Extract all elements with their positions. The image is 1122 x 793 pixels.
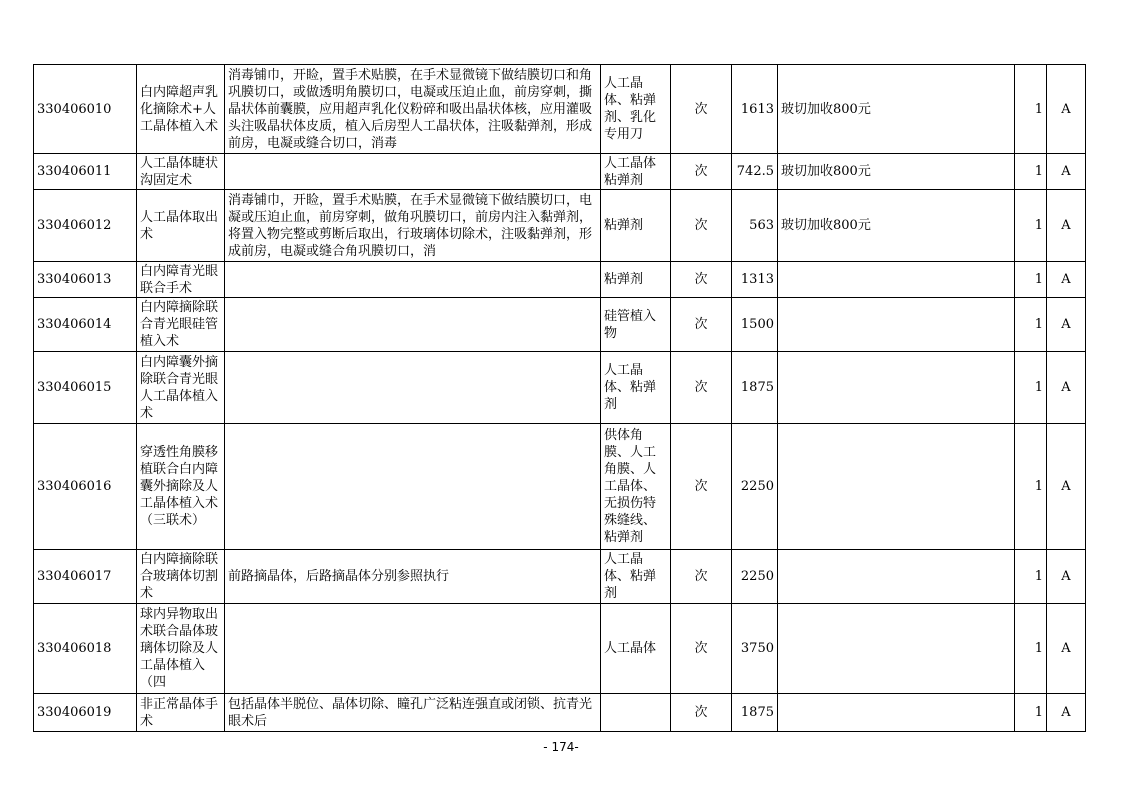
- item-unit-text: 次: [694, 380, 708, 395]
- item-note-text: 玻切加收800元: [781, 164, 871, 179]
- item-content: [225, 190, 601, 262]
- item-code-text: 330406018: [37, 641, 112, 656]
- item-unit: [671, 154, 732, 190]
- item-content: [225, 65, 601, 154]
- item-content-text: 消毒铺巾，开睑，置手术贴膜，在手术显微镜下做结膜切口，电凝或压迫止血，前房穿刺，做角巩膜切口，前房内注入黏弹剂，将置入物完整或剪断后取出，行玻璃体切除术，注吸黏弹剂，形成前房，电凝或缝合角巩膜切口，消: [228, 192, 593, 259]
- item-name: [137, 262, 225, 298]
- item-price: [732, 298, 778, 352]
- item-content-text: 前路摘晶体，后路摘晶体分别参照执行: [228, 569, 450, 584]
- fee-table: [33, 64, 1086, 732]
- item-code: [34, 550, 137, 604]
- item-unit: [671, 352, 732, 424]
- item-class: [1047, 550, 1086, 604]
- item-class: [1047, 424, 1086, 550]
- item-unit: [671, 424, 732, 550]
- table-row: [34, 352, 1086, 424]
- item-class-text: A: [1061, 164, 1071, 179]
- table-row: [34, 694, 1086, 732]
- item-content: [225, 550, 601, 604]
- item-content: [225, 262, 601, 298]
- item-price: [732, 352, 778, 424]
- item-class-text: A: [1061, 317, 1071, 332]
- item-code-text: 330406017: [37, 569, 112, 584]
- excluded-materials-text: 人工晶体粘弹剂: [604, 155, 657, 188]
- item-class-text: A: [1061, 705, 1071, 720]
- item-flag: [1015, 65, 1047, 154]
- item-code: [34, 262, 137, 298]
- item-unit: [671, 190, 732, 262]
- item-code: [34, 190, 137, 262]
- excluded-materials-text: 人工晶体、粘弹剂: [604, 552, 657, 601]
- item-content: [225, 424, 601, 550]
- item-flag: [1015, 550, 1047, 604]
- item-unit-text: 次: [694, 218, 708, 233]
- excluded-materials: [601, 154, 671, 190]
- item-price: [732, 65, 778, 154]
- item-flag: [1015, 154, 1047, 190]
- item-code-text: 330406016: [37, 479, 112, 494]
- item-class-text: A: [1061, 218, 1071, 233]
- item-name: [137, 154, 225, 190]
- item-price-text: 1875: [740, 380, 774, 395]
- table-row: [34, 298, 1086, 352]
- item-flag: [1015, 694, 1047, 732]
- item-unit-text: 次: [694, 479, 708, 494]
- item-class: [1047, 298, 1086, 352]
- item-content: [225, 604, 601, 694]
- item-unit: [671, 694, 732, 732]
- item-name-text: 白内障摘除联合玻璃体切割术: [140, 552, 219, 601]
- table-row: [34, 550, 1086, 604]
- excluded-materials-text: 人工晶体、粘弹剂、乳化专用刀: [604, 76, 657, 142]
- item-class-text: A: [1061, 272, 1071, 287]
- item-unit: [671, 262, 732, 298]
- item-class: [1047, 604, 1086, 694]
- excluded-materials: [601, 694, 671, 732]
- item-price-text: 1875: [740, 705, 774, 720]
- item-note: [778, 154, 1015, 190]
- excluded-materials-text: 硅管植入物: [604, 308, 657, 341]
- table-row: [34, 604, 1086, 694]
- item-price: [732, 190, 778, 262]
- item-price-text: 3750: [740, 641, 774, 656]
- item-code: [34, 65, 137, 154]
- excluded-materials-text: 粘弹剂: [604, 218, 644, 233]
- table-row: [34, 190, 1086, 262]
- item-name-text: 人工晶体睫状沟固定术: [140, 155, 219, 188]
- excluded-materials: [601, 298, 671, 352]
- item-note: [778, 694, 1015, 732]
- excluded-materials: [601, 65, 671, 154]
- item-price-text: 563: [749, 218, 774, 233]
- item-unit-text: 次: [694, 164, 708, 179]
- item-price-text: 1313: [740, 272, 774, 287]
- item-unit: [671, 298, 732, 352]
- item-flag-text: 1: [1034, 380, 1043, 395]
- item-unit: [671, 604, 732, 694]
- item-flag-text: 1: [1034, 317, 1043, 332]
- item-code-text: 330406012: [37, 218, 112, 233]
- item-note: [778, 550, 1015, 604]
- item-name: [137, 190, 225, 262]
- excluded-materials: [601, 604, 671, 694]
- item-code-text: 330406015: [37, 380, 112, 395]
- item-note: [778, 352, 1015, 424]
- item-code: [34, 604, 137, 694]
- item-price-text: 1500: [740, 317, 774, 332]
- item-name: [137, 65, 225, 154]
- item-flag: [1015, 190, 1047, 262]
- item-name: [137, 694, 225, 732]
- item-note: [778, 424, 1015, 550]
- item-flag-text: 1: [1034, 479, 1043, 494]
- item-price-text: 1613: [740, 101, 774, 117]
- excluded-materials-text: 供体角膜、人工角膜、人工晶体、无损伤特殊缝线、粘弹剂: [604, 428, 657, 545]
- excluded-materials-text: 粘弹剂: [604, 272, 644, 287]
- item-price: [732, 604, 778, 694]
- item-name-text: 非正常晶体手术: [140, 696, 219, 729]
- item-code: [34, 154, 137, 190]
- item-price-text: 2250: [740, 569, 774, 584]
- item-note: [778, 262, 1015, 298]
- item-code-text: 330406011: [37, 164, 112, 179]
- item-flag-text: 1: [1034, 272, 1043, 287]
- item-class-text: A: [1061, 641, 1071, 656]
- excluded-materials: [601, 424, 671, 550]
- item-name: [137, 424, 225, 550]
- item-class-text: A: [1061, 479, 1071, 494]
- item-name-text: 穿透性角膜移植联合白内障囊外摘除及人工晶体植入术（三联术）: [140, 445, 219, 528]
- item-unit-text: 次: [694, 101, 708, 117]
- item-price: [732, 550, 778, 604]
- item-code-text: 330406010: [37, 101, 112, 117]
- item-unit-text: 次: [694, 317, 708, 332]
- item-price-text: 742.5: [736, 164, 774, 179]
- excluded-materials: [601, 190, 671, 262]
- item-class: [1047, 352, 1086, 424]
- item-name: [137, 550, 225, 604]
- item-class: [1047, 65, 1086, 154]
- item-unit-text: 次: [694, 705, 708, 720]
- item-name-text: 人工晶体取出术: [140, 209, 219, 242]
- item-flag-text: 1: [1034, 569, 1043, 584]
- item-code-text: 330406019: [37, 705, 112, 720]
- table-row: [34, 65, 1086, 154]
- excluded-materials: [601, 262, 671, 298]
- item-flag-text: 1: [1034, 164, 1043, 179]
- item-name-text: 球内异物取出术联合晶体玻璃体切除及人工晶体植入（四: [140, 607, 219, 690]
- table-row: [34, 262, 1086, 298]
- item-unit: [671, 65, 732, 154]
- item-flag-text: 1: [1034, 101, 1043, 117]
- item-flag-text: 1: [1034, 705, 1043, 720]
- item-content-text: 包括晶体半脱位、晶体切除、瞳孔广泛粘连强直或闭锁、抗青光眼术后: [228, 696, 593, 729]
- item-flag: [1015, 352, 1047, 424]
- excluded-materials: [601, 550, 671, 604]
- item-flag: [1015, 604, 1047, 694]
- item-flag: [1015, 262, 1047, 298]
- item-code: [34, 424, 137, 550]
- item-code: [34, 298, 137, 352]
- item-price-text: 2250: [740, 479, 774, 494]
- item-unit-text: 次: [694, 569, 708, 584]
- item-name-text: 白内障超声乳化摘除术+人工晶体植入术: [140, 84, 219, 134]
- item-flag-text: 1: [1034, 218, 1043, 233]
- table-row: [34, 424, 1086, 550]
- excluded-materials-text: 人工晶体: [604, 641, 657, 656]
- item-unit: [671, 550, 732, 604]
- item-note: [778, 65, 1015, 154]
- excluded-materials: [601, 352, 671, 424]
- item-name-text: 白内障囊外摘除联合青光眼人工晶体植入术: [140, 354, 219, 421]
- item-note: [778, 604, 1015, 694]
- item-code: [34, 694, 137, 732]
- page-number: - 174-: [543, 740, 579, 754]
- item-name-text: 白内障摘除联合青光眼硅管植入术: [140, 300, 219, 349]
- fee-table-body: [34, 65, 1086, 732]
- item-content: [225, 298, 601, 352]
- excluded-materials-text: 人工晶体、粘弹剂: [604, 363, 657, 412]
- item-unit-text: 次: [694, 272, 708, 287]
- item-name: [137, 298, 225, 352]
- item-note: [778, 190, 1015, 262]
- item-note-text: 玻切加收800元: [781, 218, 871, 233]
- item-price: [732, 154, 778, 190]
- item-code: [34, 352, 137, 424]
- item-flag-text: 1: [1034, 641, 1043, 656]
- item-name-text: 白内障青光眼联合手术: [140, 263, 219, 296]
- item-unit-text: 次: [694, 641, 708, 656]
- item-code-text: 330406014: [37, 317, 112, 332]
- item-name: [137, 604, 225, 694]
- item-class-text: A: [1061, 101, 1071, 117]
- item-name: [137, 352, 225, 424]
- table-row: [34, 154, 1086, 190]
- item-content-text: 消毒铺巾，开睑，置手术贴膜，在手术显微镜下做结膜切口和角巩膜切口，或做透明角膜切口，电凝或压迫止血，前房穿刺，撕晶状体前囊膜，应用超声乳化仪粉碎和吸出晶状体核，应用灌吸头注吸晶状体皮质，植入后房型人工晶状体，注吸黏弹剂，形成前房，电凝或缝合切口，消毒: [228, 67, 593, 151]
- item-note: [778, 298, 1015, 352]
- item-class: [1047, 262, 1086, 298]
- item-class: [1047, 190, 1086, 262]
- item-note-text: 玻切加收800元: [781, 101, 871, 117]
- item-class-text: A: [1061, 569, 1071, 584]
- item-class: [1047, 694, 1086, 732]
- item-content: [225, 694, 601, 732]
- item-content: [225, 154, 601, 190]
- item-price: [732, 424, 778, 550]
- item-code-text: 330406013: [37, 272, 112, 287]
- item-flag: [1015, 298, 1047, 352]
- item-content: [225, 352, 601, 424]
- item-price: [732, 694, 778, 732]
- item-price: [732, 262, 778, 298]
- item-class-text: A: [1061, 380, 1071, 395]
- item-class: [1047, 154, 1086, 190]
- item-flag: [1015, 424, 1047, 550]
